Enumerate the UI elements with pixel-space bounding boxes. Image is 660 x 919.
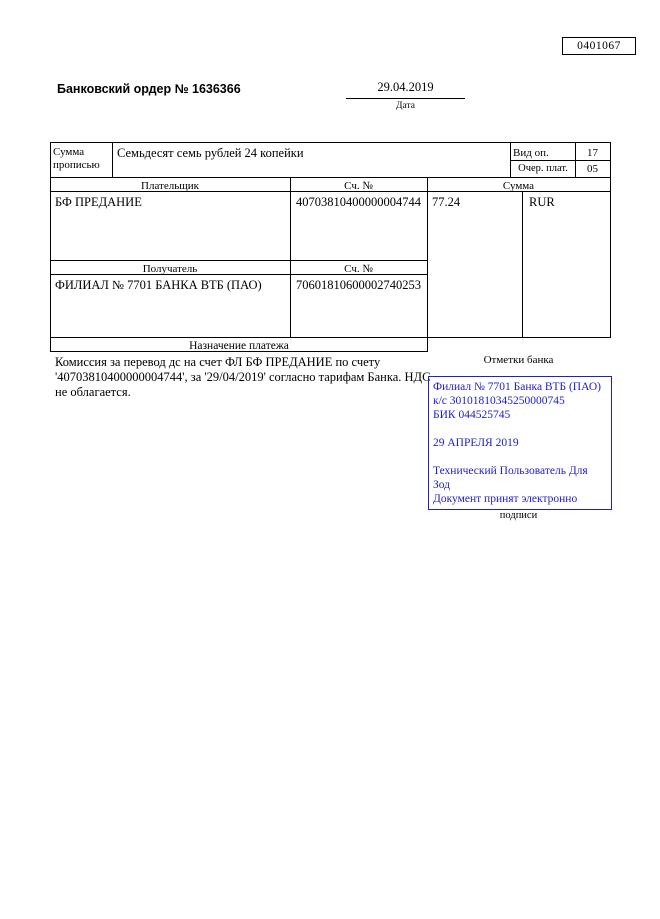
bank-stamp — [428, 376, 612, 510]
payer-name: БФ ПРЕДАНИЕ — [55, 195, 142, 209]
grid-line-v — [290, 177, 291, 337]
stamp-line: Документ принят электронно — [433, 493, 578, 505]
payer-account: 40703810400000004744 — [296, 195, 421, 209]
grid-line-v — [427, 177, 428, 352]
operation-type-value: 17 — [587, 147, 598, 159]
signatures-label: подписи — [499, 510, 538, 521]
amount-in-words-label: Сумма прописью — [53, 146, 100, 171]
payment-priority-value: 05 — [587, 163, 598, 175]
amount-in-words-value: Семьдесят семь рублей 24 копейки — [117, 146, 304, 160]
grid-line-h — [50, 260, 428, 261]
payment-priority-label: Очер. плат. — [518, 163, 568, 174]
form-code: 0401067 — [577, 40, 621, 52]
grid-line-h — [510, 160, 611, 161]
payer-header: Плательщик — [141, 180, 199, 192]
stamp-line — [433, 450, 607, 464]
operation-type-label: Вид оп. — [513, 147, 549, 159]
grid-line-v — [112, 142, 113, 177]
recipient-account-label: Сч. № — [344, 263, 373, 275]
grid-line-h — [50, 177, 611, 178]
amount-currency: RUR — [529, 195, 555, 209]
grid-line-v — [50, 142, 51, 352]
recipient-name: ФИЛИАЛ № 7701 БАНКА ВТБ (ПАО) — [55, 278, 262, 292]
grid-line-h — [50, 142, 611, 143]
date-label: Дата — [396, 101, 415, 111]
stamp-line: к/с 30101810345250000745 — [433, 395, 565, 407]
purpose-header: Назначение платежа — [189, 340, 289, 352]
grid-line-h — [50, 337, 611, 338]
date-block — [346, 80, 465, 111]
grid-line-v — [610, 142, 611, 338]
date-value: 29.04.2019 — [346, 80, 465, 99]
stamp-line — [433, 422, 607, 436]
grid-line-v — [522, 191, 523, 337]
amount-header: Сумма — [502, 180, 535, 192]
amount-value: 77.24 — [432, 195, 461, 209]
stamp-line: 29 АПРЕЛЯ 2019 — [433, 437, 519, 449]
bank-marks-header: Отметки банка — [483, 354, 554, 366]
payer-account-label: Сч. № — [344, 180, 373, 192]
form-code-box — [562, 37, 636, 55]
recipient-account: 70601810600002740253 — [296, 278, 421, 292]
stamp-line: БИК 044525745 — [433, 409, 511, 421]
stamp-line: Филиал № 7701 Банка ВТБ (ПАО) — [433, 381, 601, 393]
document-title: Банковский ордер № 1636366 — [57, 82, 241, 96]
recipient-header: Получатель — [142, 263, 198, 275]
stamp-line: Технический Пользователь Для Зод — [433, 465, 588, 491]
purpose-text: Комиссия за перевод дс на счет ФЛ БФ ПРЕДАНИЕ по счету '40703810400000004744', за '29/04/2019' согласно тарифам Банка. НДС не облагается. — [55, 355, 431, 399]
